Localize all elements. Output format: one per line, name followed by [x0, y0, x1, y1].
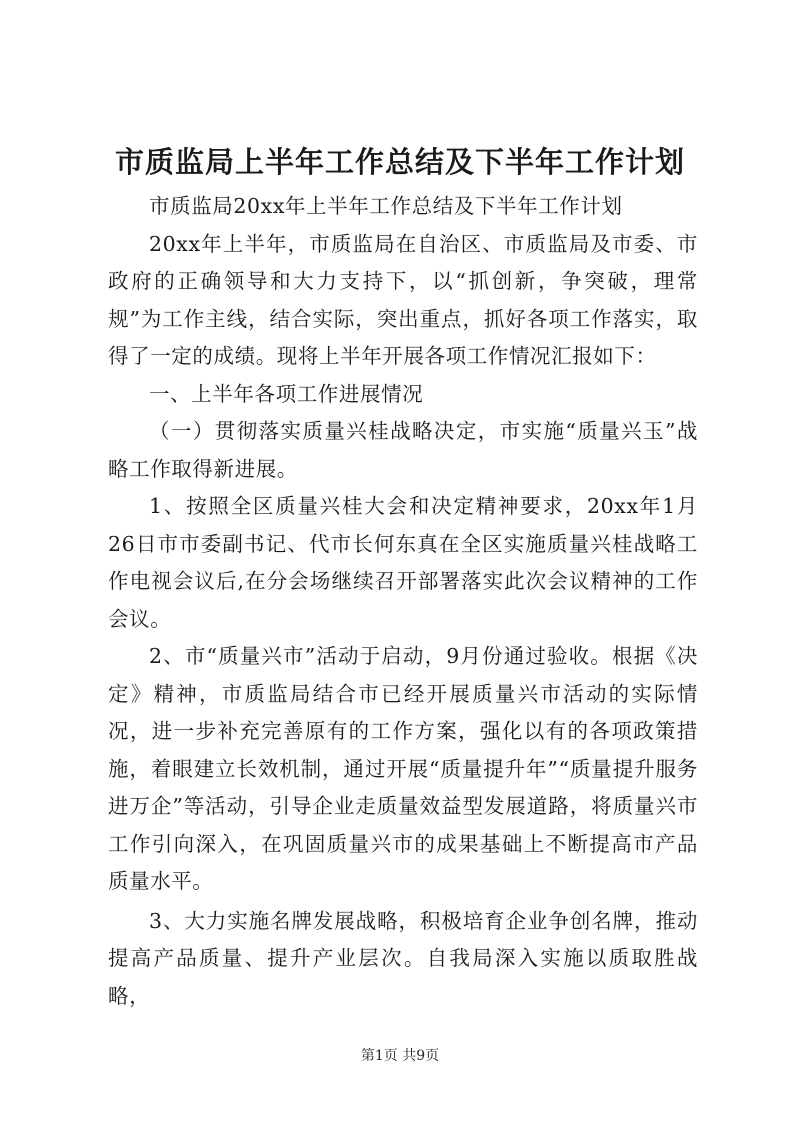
subtitle-paragraph: 市质监局20xx年上半年工作总结及下半年工作计划	[149, 194, 623, 218]
document-title: 市质监局上半年工作总结及下半年工作计划	[114, 145, 685, 179]
page-footer	[0, 1047, 800, 1065]
subsection-heading: （一）贯彻落实质量兴桂战略决定，市实施“质量兴玉”战略工作取得新进展。	[108, 419, 698, 481]
item-3-paragraph: 3、大力实施名牌发展战略，积极培育企业争创名牌，推动提高产品质量、提升产业层次。自我局深入实施以质取胜战略，	[108, 908, 698, 1008]
intro-paragraph: 20xx年上半年，市质监局在自治区、市质监局及市委、市政府的正确领导和大力支持下，以“抓创新，争突破，理常规”为工作主线，结合实际，突出重点，抓好各项工作落实，取得了一定的成绩。现将上半年开展各项工作情况汇报如下：	[108, 231, 698, 368]
section-heading: 一、上半年各项工作进展情况	[149, 381, 424, 406]
document-body	[108, 188, 698, 1015]
page-number-label: 第1页 共9页	[360, 1048, 440, 1064]
item-1-paragraph: 1、按照全区质量兴桂大会和决定精神要求，20xx年1月26日市市委副书记、代市长何东真在全区实施质量兴桂战略工作电视会议后,在分会场继续召开部署落实此次会议精神的工作会议。	[108, 494, 698, 631]
item-2-paragraph: 2、市“质量兴市”活动于启动，9月份通过验收。根据《决定》精神，市质监局结合市已经开展质量兴市活动的实际情况，进一步补充完善原有的工作方案，强化以有的各项政策措施，着眼建立长效机制，通过开展“质量提升年”“质量提升服务进万企”等活动，引导企业走质量效益型发展道路，将质量兴市工作引向深入，在巩固质量兴市的成果基础上不断提高市产品质量水平。	[108, 644, 698, 893]
